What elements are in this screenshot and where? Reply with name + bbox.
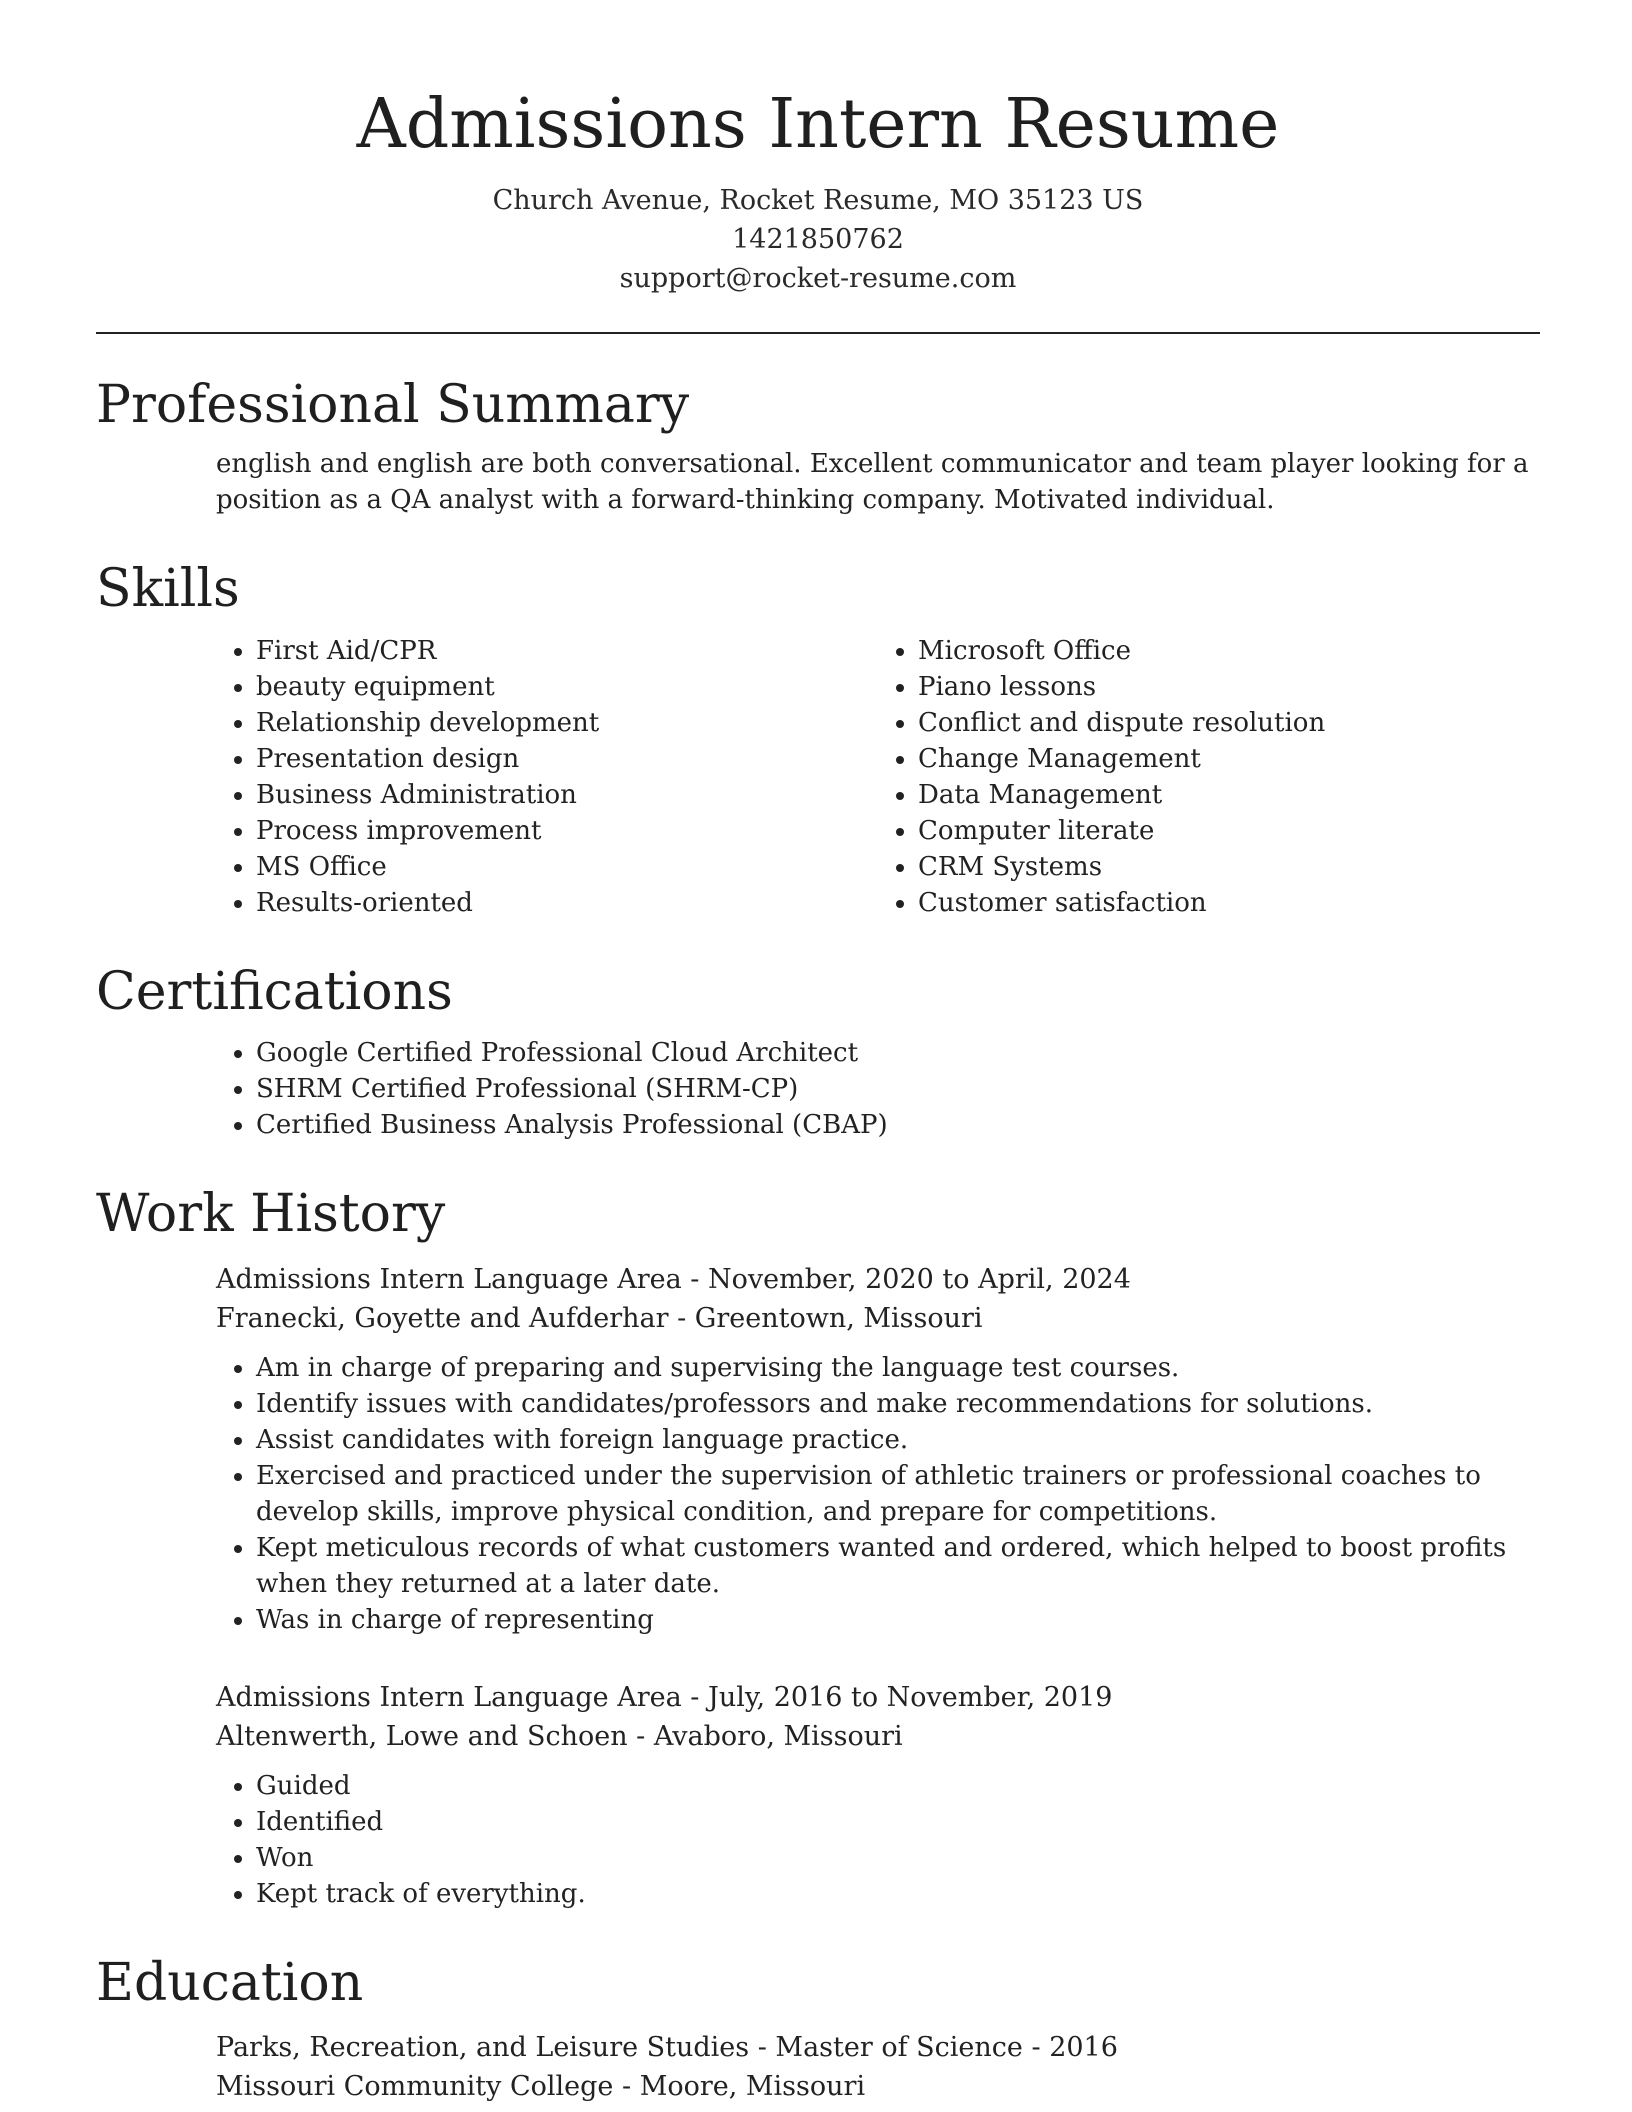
list-item: • Was in charge of representing [256,1602,1540,1638]
list-item: • Certified Business Analysis Professional (CBAP) [256,1107,1540,1143]
list-item: • MS Office [256,849,878,885]
list-item: • Won [256,1840,1540,1876]
job-bullets [216,1350,1540,1638]
skills-list-left [216,633,878,921]
contact-block [96,181,1540,298]
skills-heading: Skills [96,559,240,620]
list-item: • Kept track of everything. [256,1876,1540,1912]
education-school-line: Missouri Community College - Moore, Missouri [216,2070,866,2102]
certifications-list [96,1035,1540,1143]
list-item: • Customer satisfaction [918,885,1540,921]
education-heading: Education [96,1952,364,2013]
list-item: • Results-oriented [256,885,878,921]
list-item: • Microsoft Office [918,633,1540,669]
list-item: • Identified [256,1804,1540,1840]
list-item: • Google Certified Professional Cloud Architect [256,1035,1540,1071]
summary-heading: Professional Summary [96,374,690,435]
work-history-body [96,1260,1540,1912]
email: support@rocket-resume.com [619,262,1017,294]
list-item: • Guided [256,1768,1540,1804]
list-item: • Business Administration [256,777,878,813]
job-entry [216,1678,1540,1912]
skills-list-right [878,633,1540,921]
phone: 1421850762 [732,223,904,255]
header-divider [96,332,1540,334]
list-item: • Data Management [918,777,1540,813]
job-role-line: Admissions Intern Language Area - July, 2016 to November, 2019 [216,1681,1113,1713]
summary-text: english and english are both conversational. Excellent communicator and team player looking for a position as a QA analyst with a forward-thinking company. Motivated individual. [216,449,1529,516]
job-company-line: Franecki, Goyette and Aufderhar - Greentown, Missouri [216,1302,983,1334]
list-item: • SHRM Certified Professional (SHRM-CP) [256,1071,1540,1107]
skills-columns [96,633,1540,921]
list-item: • Piano lessons [918,669,1540,705]
certifications-section [96,961,1540,1143]
list-item: • Relationship development [256,705,878,741]
education-entry [96,2028,1540,2106]
list-item: • Identify issues with candidates/professors and make recommendations for solutions. [256,1386,1540,1422]
list-item: • beauty equipment [256,669,878,705]
list-item: • Kept meticulous records of what customers wanted and ordered, which helped to boost profits when they returned at a later date. [256,1530,1540,1602]
list-item: • Process improvement [256,813,878,849]
certifications-ul [216,1035,1540,1143]
list-item: • Exercised and practiced under the supervision of athletic trainers or professional coaches to develop skills, improve physical condition, and prepare for competitions. [256,1458,1540,1530]
work-history-section [96,1183,1540,1911]
work-history-heading: Work History [96,1184,446,1245]
job-role-line: Admissions Intern Language Area - November, 2020 to April, 2024 [216,1263,1131,1295]
certifications-heading: Certifications [96,961,453,1022]
address: Church Avenue, Rocket Resume, MO 35123 US [492,184,1144,216]
resume-title: Admissions Intern Resume [356,85,1280,164]
list-item: • Change Management [918,741,1540,777]
list-item: • Assist candidates with foreign language practice. [256,1422,1540,1458]
job-entry [216,1260,1540,1638]
education-degree-line: Parks, Recreation, and Leisure Studies - Master of Science - 2016 [216,2031,1118,2063]
list-item: • First Aid/CPR [256,633,878,669]
list-item: • Computer literate [918,813,1540,849]
job-company-line: Altenwerth, Lowe and Schoen - Avaboro, Missouri [216,1720,903,1752]
list-item: • Presentation design [256,741,878,777]
list-item: • CRM Systems [918,849,1540,885]
resume-header [96,0,1540,298]
skills-section [96,558,1540,920]
list-item: • Am in charge of preparing and supervising the language test courses. [256,1350,1540,1386]
list-item: • Conflict and dispute resolution [918,705,1540,741]
job-bullets [216,1768,1540,1912]
resume-page [96,0,1540,2106]
summary-section [96,374,1540,518]
education-section [96,1952,1540,2106]
